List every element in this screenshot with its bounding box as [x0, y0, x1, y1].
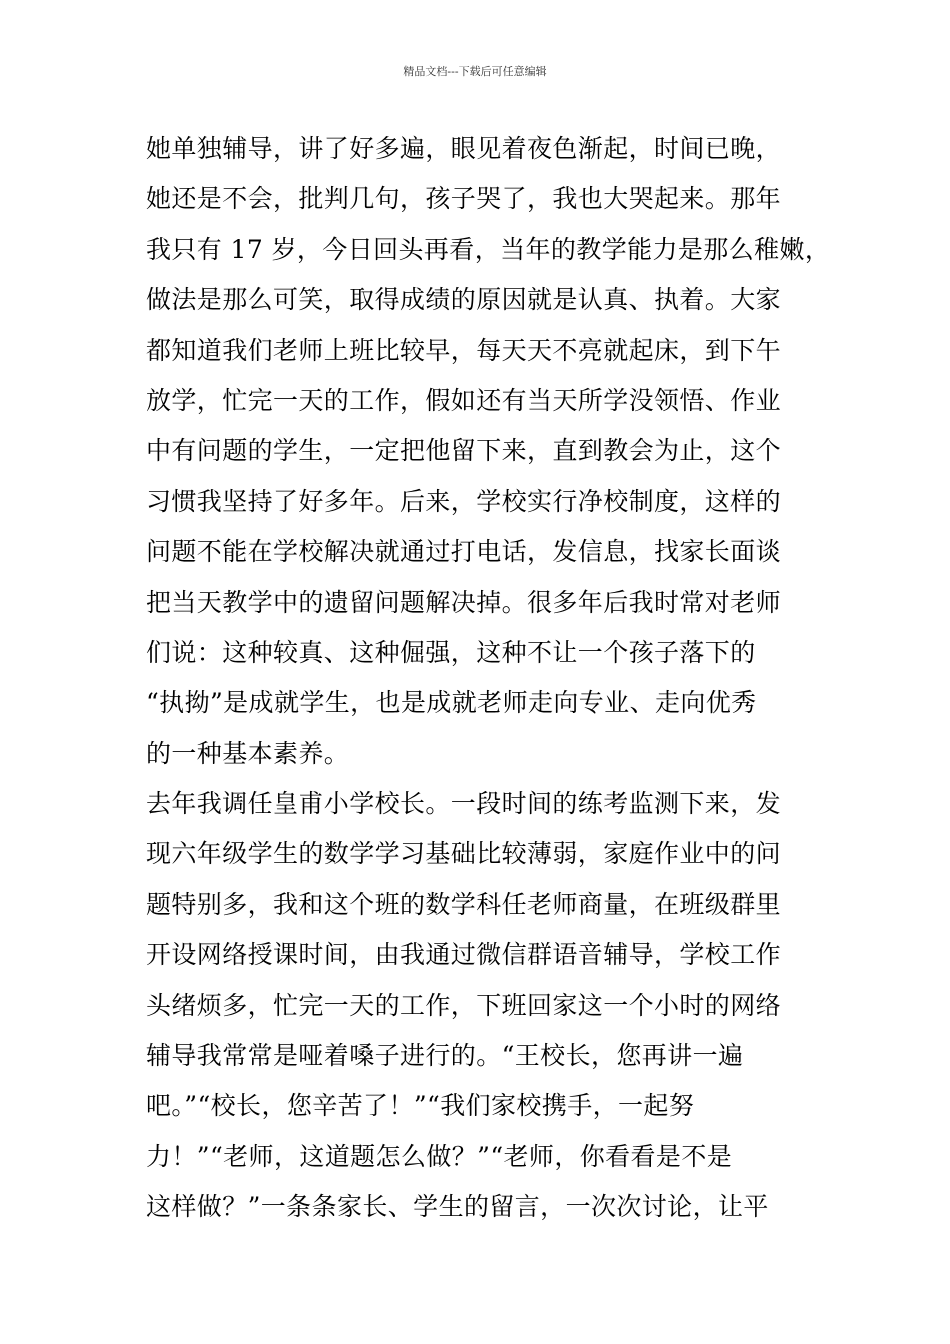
text-line: 的一种基本素养。: [146, 738, 350, 768]
text-line: 头绪烦多，忙完一天的工作，下班回家这一个小时的网络: [146, 990, 782, 1020]
text-line: 中有问题的学生，一定把他留下来，直到教会为止，这个: [146, 436, 782, 466]
text-line: 把当天教学中的遗留问题解决掉。很多年后我时常对老师: [146, 587, 782, 617]
text-line: 现六年级学生的数学学习基础比较薄弱，家庭作业中的问: [146, 839, 782, 869]
text-line: 都知道我们老师上班比较早，每天天不亮就起床，到下午: [146, 335, 782, 365]
text-line: 们说：这种较真、这种倔强，这种不让一个孩子落下的: [146, 637, 756, 667]
text-line: 习惯我坚持了好多年。后来，学校实行净校制度，这样的: [146, 486, 782, 516]
text-line: 吧。”“校长，您辛苦了！”“我们家校携手，一起努: [146, 1091, 695, 1121]
text-line: 问题不能在学校解决就通过打电话，发信息，找家长面谈: [146, 537, 782, 567]
body-text: [146, 124, 831, 1233]
page-header: 精品文档---下载后可任意编辑: [403, 65, 547, 78]
text-line: 她还是不会，批判几句，孩子哭了，我也大哭起来。那年: [146, 184, 782, 214]
text-line: “执拗”是成就学生，也是成就老师走向专业、走向优秀: [146, 688, 757, 718]
text-line: 去年我调任皇甫小学校长。一段时间的练考监测下来，发: [146, 789, 782, 819]
text-line: 这样做？”一条条家长、学生的留言，一次次讨论，让平: [146, 1192, 769, 1222]
text-line: 我只有 17 岁，今日回头再看，当年的教学能力是那么稚嫩，: [146, 234, 831, 264]
text-line: 做法是那么可笑，取得成绩的原因就是认真、执着。大家: [146, 285, 782, 315]
text-line: 放学，忙完一天的工作，假如还有当天所学没领悟、作业: [146, 385, 782, 415]
text-line: 力！”“老师，这道题怎么做？”“老师，你看看是不是: [146, 1141, 733, 1171]
text-line: 开设网络授课时间，由我通过微信群语音辅导，学校工作: [146, 940, 782, 970]
text-line: 辅导我常常是哑着嗓子进行的。“王校长，您再讲一遍: [146, 1041, 744, 1071]
text-line: 她单独辅导，讲了好多遍，眼见着夜色渐起，时间已晚，: [146, 134, 782, 163]
text-line: 题特别多，我和这个班的数学科任老师商量，在班级群里: [146, 889, 782, 919]
